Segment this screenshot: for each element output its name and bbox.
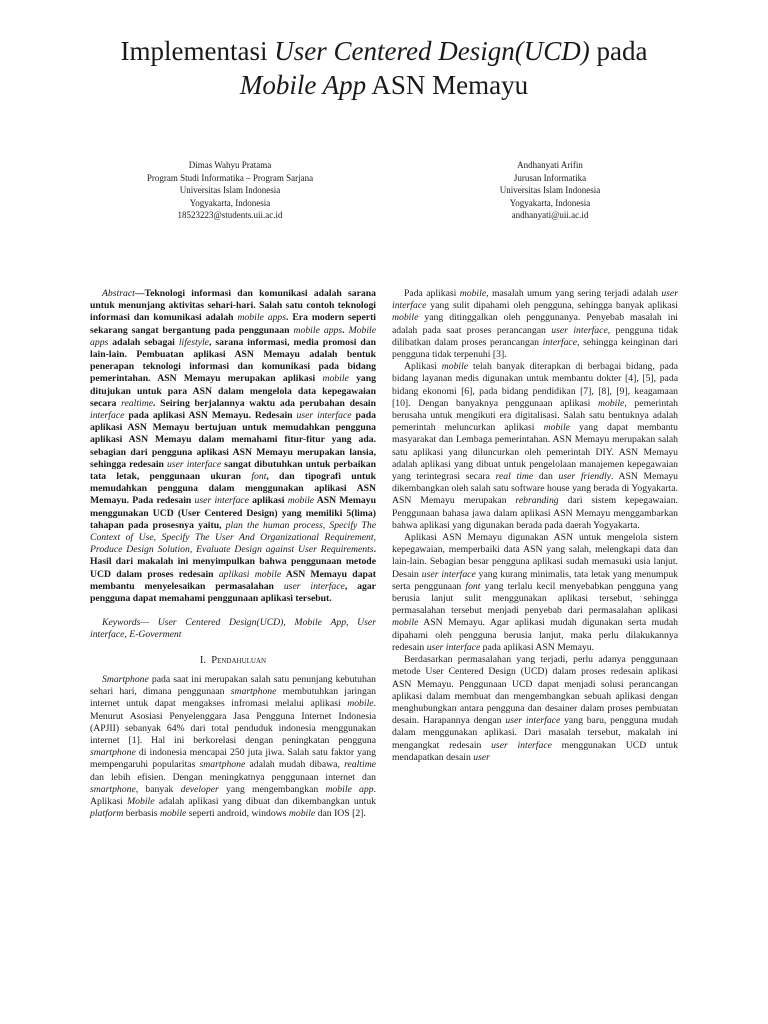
author-block-1 bbox=[80, 159, 380, 222]
body-paragraph: Aplikasi ASN Memayu digunakan ASN untuk mengelola sistem kepegawaian, memperbaiki data ASN yang salah, melengkapi data dan lain-lain. Sebagian besar pengguna aplikasi sudah memasuki usia lanjut. Desain user interface yang kurang minimalis, tata letak yang menumpuk serta penggunaan font yang terlalu kecil menyebabkan pengguna yang berusia lanjut sulit menggunakan aplikasi tersebut, sehingga permasalahan tersebut menjadi penyebab dari permasalahan aplikasi mobile ASN Memayu. Agar aplikasi mudah digunakan serta mudah dipahami oleh pengguna berusia lanjut, maka perlu dilakukannya redesain user interface pada aplikasi ASN Memayu. bbox=[392, 532, 679, 653]
title-line-2: Mobile App ASN Memayu bbox=[239, 70, 529, 100]
author-program: Jurusan Informatika bbox=[513, 172, 587, 183]
author-name: Andhanyati Arifin bbox=[517, 160, 583, 170]
body-paragraph: Smartphone pada saat ini merupakan salah satu penunjang kebutuhan sehari hari, dimana penggunaan smartphone membutuhkan jaringan internet untuk dapat mengakses infromasi melalui aplikasi mobile. Menurut Asosiasi Penyelenggara Jasa Pengguna Internet Indonesia (APJII) sebanyak 64% dari total penduduk indonesia menggunakan internet [1]. Hal ini berkorelasi dengan peningkatan pengguna smartphone di indonesia mencapai 250 juta jiwa. Salah satu faktor yang mempengaruhi popularitas smartphone adalah mudah dibawa, realtime dan lebih efisien. Dengan meningkatnya penggunaan internet dan smartphone, banyak developer yang mengembangkan mobile app. Aplikasi Mobile adalah aplikasi yang dibuat dan dikembangkan untuk platform berbasis mobile seperti android, windows mobile dan IOS [2]. bbox=[90, 673, 377, 820]
body-paragraph: Aplikasi mobile telah banyak diterapkan di berbagai bidang, pada bidang layanan medis digunakan untuk membantu dokter [4], [5], pada bidang ekonomi [6], pada bidang pendidikan [7], [8], [9], keagamaan [10]. Dengan banyaknya penggunaan aplikasi mobile, pemerintah berusaha untuk mengikuti era digitalisasi. Salah satu bentuknya adalah pemerintah meluncurkan aplikasi mobile yang dapat membantu masyarakat dan Lembaga pemerintahan. ASN Memayu merupakan salah satu aplikasi yang diluncurkan oleh pemerintah DIY. ASN Memayu adalah aplikasi yang dibuat untuk pengelolaan manajemen kepegawaian yang terintegrasi secara real time dan user friendly. ASN Memayu dikembangkan oleh salah satu software house yang berada di Yogyakarta. ASN Memayu merupakan rebranding dari sistem kepegawaian. Penggunaan bahasa jawa dalam aplikasi ASN Memayu menggambarkan bahwa aplikasi yang digunakan berada pada daerah Yogyakarta. bbox=[392, 361, 679, 531]
section-title: Pendahuluan bbox=[211, 654, 267, 666]
left-column bbox=[90, 288, 376, 820]
author-city: Yogyakarta, Indonesia bbox=[509, 197, 591, 208]
section-number: I. bbox=[199, 654, 207, 666]
author-university: Universitas Islam Indonesia bbox=[179, 185, 281, 195]
paper-title bbox=[0, 34, 768, 102]
body-paragraph: Berdasarkan permasalahan yang terjadi, perlu adanya penggunaan metode User Centered Design (UCD) dalam proses redesain aplikasi ASN Memayu. Penggunaan UCD dapat menjadi solusi perancangan aplikasi dalam membuat dan mengembangkan sebuah aplikasi dengan menghubungkan antara pengguna dan desainer dalam proses pembuatan desain. Harapannya dengan user interface yang baru, pengguna mudah dalam menggunakan aplikasi. Dari masalah tersebut, makalah ini mengangkat redesain user interface menggunakan UCD untuk mendapatkan desain user bbox=[392, 654, 678, 763]
author-block-2 bbox=[400, 159, 700, 222]
left-body bbox=[90, 674, 376, 820]
abstract-label: Abstract bbox=[102, 288, 135, 299]
author-city: Yogyakarta, Indonesia bbox=[189, 197, 271, 208]
author-program: Program Studi Informatika – Program Sarjana bbox=[146, 172, 314, 183]
abstract-dash: — bbox=[134, 288, 145, 299]
right-column bbox=[392, 288, 678, 764]
author-university: Universitas Islam Indonesia bbox=[499, 185, 601, 195]
author-name: Dimas Wahyu Pratama bbox=[188, 160, 272, 170]
abstract bbox=[90, 288, 376, 605]
body-paragraph: Pada aplikasi mobile, masalah umum yang sering terjadi adalah user interface yang sulit dipahami oleh pengguna, sehingga banyak aplikasi mobile yang ditinggalkan oleh penggunanya. Penyebab masalah ini adalah pada saat proses perancangan user interface, pengguna tidak dilibatkan dalam proses perancangan interface, sehingga keinginan dari pengguna tidak terpenuhi [3]. bbox=[392, 288, 679, 361]
abstract-text: Teknologi informasi dan komunikasi adalah sarana untuk menunjang aktivitas sehari-hari. Salah satu contoh teknologi informasi dan komunikasi adalah mobile apps. Era modern seperti sekarang sangat bergantung pada penggunaan mobile apps. Mobile apps adalah sebagai lifestyle, sarana informasi, media promosi dan lain-lain. Pembuatan aplikasi ASN Memayu adalah bentuk penerapan teknologi informasi dan komunikasi pada bidang pemerintahan. ASN Memayu merupakan aplikasi mobile yang ditujukan untuk para ASN dalam mengelola data kepegawaian secara realtime. Seiring berjalannya waktu ada perubahan desain interface pada aplikasi ASN Memayu. Redesain user interface pada aplikasi ASN Memayu bertujuan untuk memudahkan pengguna aplikasi ASN Memayu dalam memahami fitur-fitur yang ada. sebagian dari pengguna aplikasi ASN Memayu merupakan lansia, sehingga redesain user interface sangat dibutuhkan untuk perbaikan tata letak, penggunaan ukuran font, dan tipografi untuk memudahkan pengguna dalam menggunakan aplikasi ASN Memayu. Pada redesain user interface aplikasi mobile ASN Memayu menggunakan UCD (User Centered Design) yang memiliki 5(lima) tahapan pada prosesnya yaitu, plan the human process, Specify The Context of Use, Specify The User And Organizational Requirement, Produce Design Solution, Evaluate Design against User Requirements. Hasil dari makalah ini menyimpulkan bahwa penggunaan metode UCD dalam proses redesain aplikasi mobile ASN Memayu dapat membantu menyelesaikan permasalahan user interface, agar pengguna dapat memahami penggunaan aplikasi tersebut. bbox=[90, 288, 377, 605]
title-line-1: Implementasi User Centered Design(UCD) pada bbox=[120, 36, 648, 66]
author-email[interactable]: 18523223@students.uii.ac.id bbox=[177, 210, 283, 220]
author-email[interactable]: andhanyati@uii.ac.id bbox=[511, 210, 589, 220]
section-heading bbox=[90, 655, 376, 667]
keywords: Keywords— User Centered Design(UCD), Mobile App, User interface, E-Goverment bbox=[90, 617, 376, 641]
